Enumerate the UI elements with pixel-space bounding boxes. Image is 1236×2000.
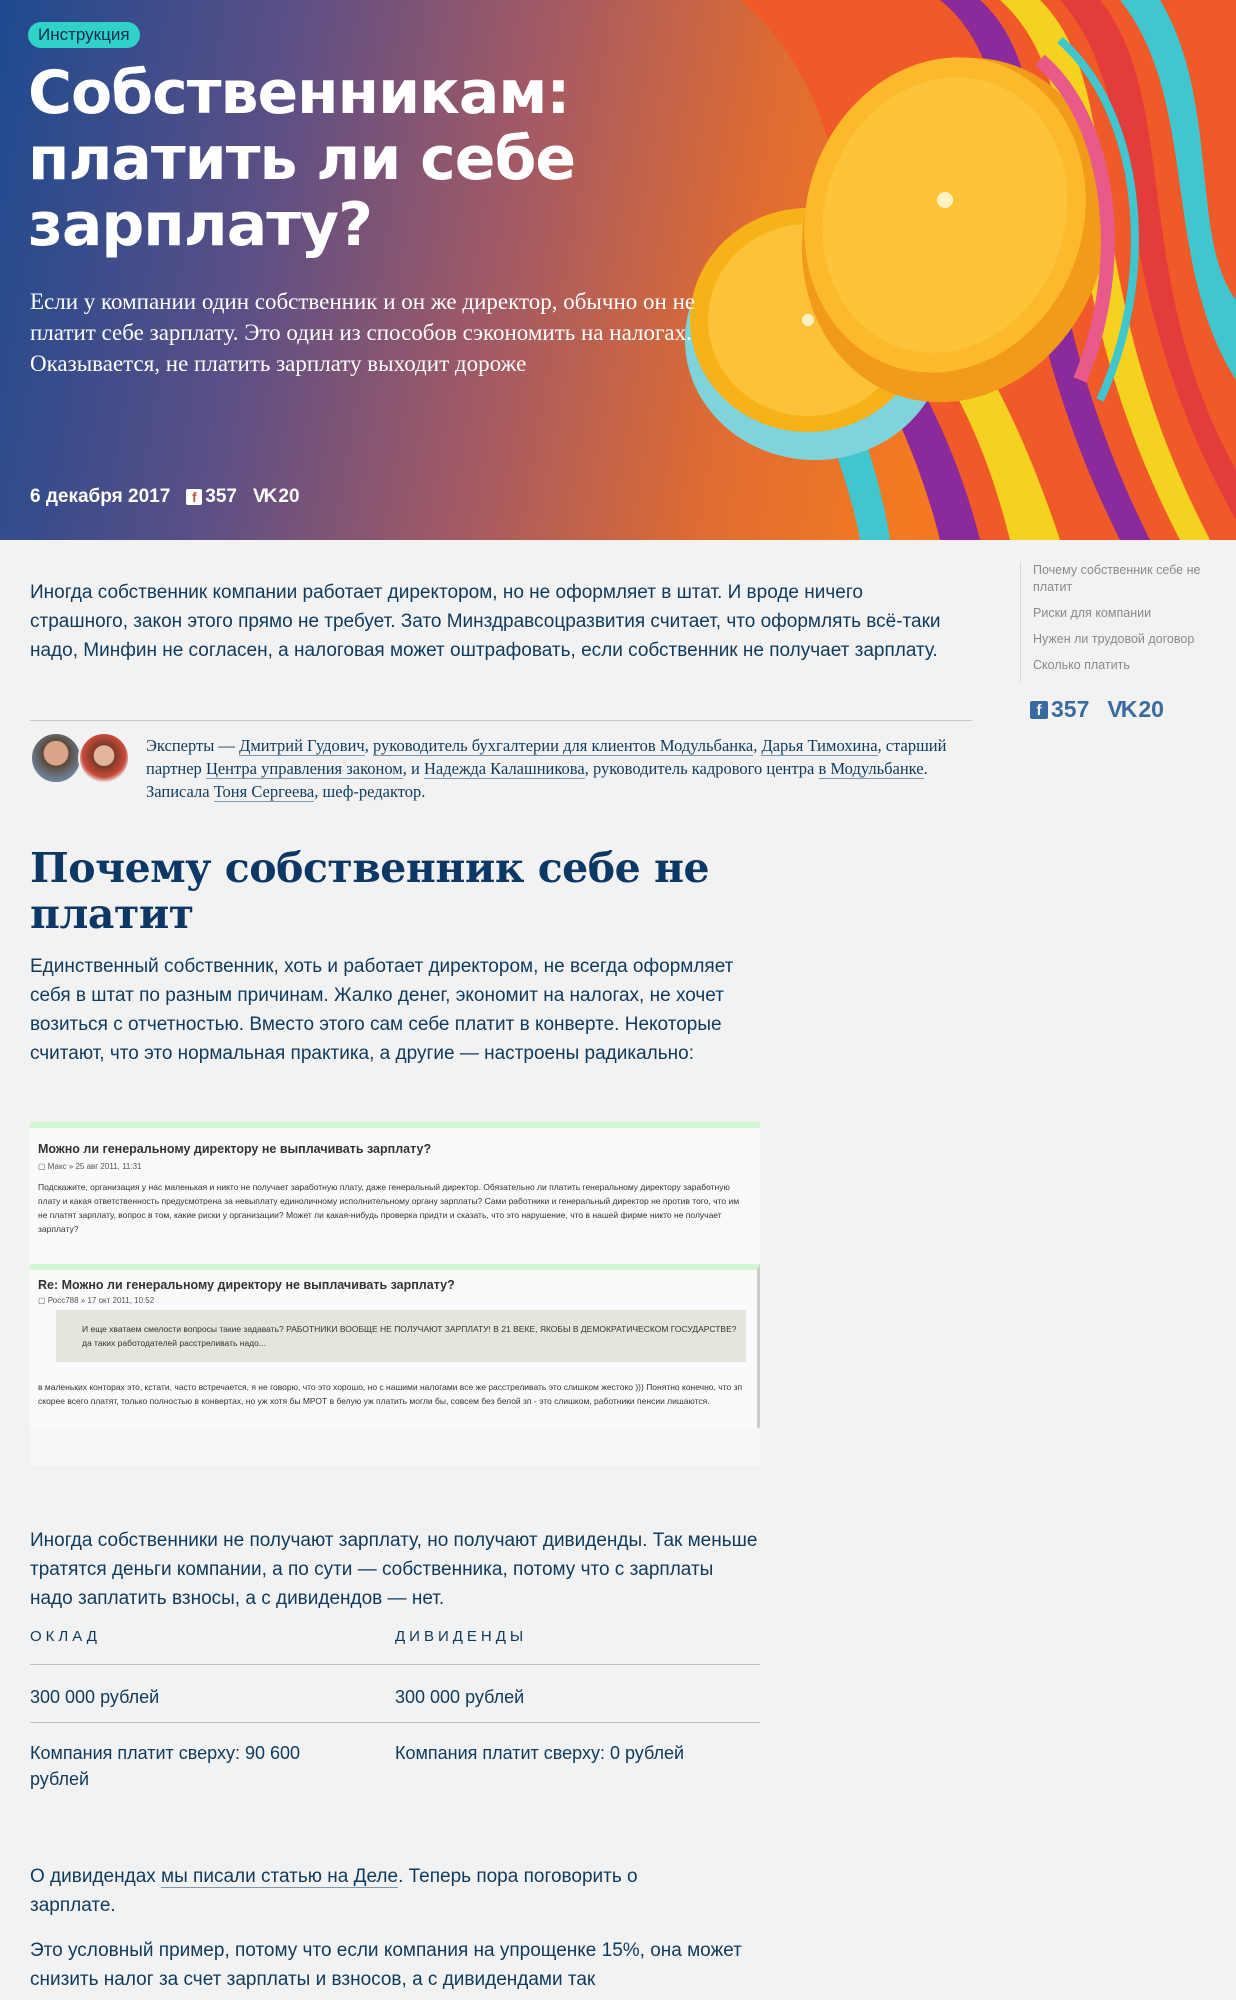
toc-item[interactable]: Нужен ли трудовой договор — [1033, 632, 1195, 646]
divider — [30, 720, 972, 721]
forum-screenshot — [30, 1122, 760, 1466]
expert-link[interactable]: руководитель бухгалтерии для клиентов Модульбанка — [372, 736, 754, 755]
forum-post-title: Re: Можно ли генеральному директору не выплачивать зарплату? — [38, 1278, 455, 1292]
forum-post-body: Подскажите, организация у нас маленькая и никто не получает заработную плату, даже генеральный директор. Обязательно ли платить генеральному директору заработную плату и какая ответственность предусмотрена за невыплату единоличному исполнительному органу зарплаты? Сами работники и генеральный директор не против того, что им не платят зарплату, вопрос в том, какие риски у организации? Может ли какая-нибудь проверка придти и сказать, что это нарушение, что в нашей фирме никто не получает зарплату? — [38, 1182, 740, 1234]
forum-post-meta: ▢ Макс » 25 авг 2011, 11:31 — [38, 1162, 142, 1171]
table-of-contents — [1020, 562, 1230, 683]
hero-banner — [0, 0, 1236, 540]
intro-paragraph: Иногда собственник компании работает директором, но не оформляет в штат. И вроде ничего страшного, закон этого прямо не требует. Зато Минздравсоцразвития считает, что оформлять всё-таки надо, Минфин не согласен, а налоговая может оштрафовать, если собственник не получает зарплату. — [30, 582, 941, 661]
forum-post-meta: ▢ Росс788 » 17 окт 2011, 10:52 — [38, 1296, 155, 1305]
facebook-icon: f — [1030, 701, 1048, 719]
table-header: ДИВИДЕНДЫ — [395, 1628, 528, 1645]
expert-link[interactable]: в Модульбанке — [818, 759, 924, 778]
expert-link[interactable]: Надежда Калашникова — [423, 759, 585, 778]
vk-share[interactable] — [1107, 696, 1164, 723]
paragraph-text: О дивидендах — [30, 1866, 162, 1887]
table-header: ОКЛАД — [30, 1628, 101, 1645]
credit-text: , и — [402, 759, 424, 778]
article-lead: Если у компании один собственник и он же директор, обычно он не платит себе зарплату. Это один из способов сэкономить на налогах. Оказывается, не платить зарплату выходит дороже — [30, 289, 696, 376]
section-paragraph: Иногда собственники не получают зарплату, но получают дивиденды. Так меньше тратятся деньги компании, а по сути — собственника, потому что с зарплаты надо заплатить взносы, а с дивидендов — нет. — [30, 1530, 758, 1609]
facebook-icon: f — [186, 489, 202, 505]
section-heading: Почему собственник себе не платит — [30, 844, 710, 938]
table-divider — [30, 1664, 760, 1665]
forum-post — [30, 1264, 760, 1428]
toc-item[interactable]: Риски для компании — [1033, 606, 1152, 620]
vk-icon: VK — [1107, 696, 1136, 722]
section-paragraph — [30, 1862, 710, 1920]
expert-link[interactable]: Центра управления законом — [205, 759, 403, 778]
credit-text: , руководитель кадрового центра — [584, 759, 819, 778]
section-paragraph: Единственный собственник, хоть и работает директором, не всегда оформляет себя в штат по разным причинам. Жалко денег, экономит на налогах, не хочет возиться с отчетностью. Вместо этого сам себе платит в конверте. Некоторые считают, что это нормальная практика, а другие — настроены радикально: — [30, 956, 734, 1064]
publish-date: 6 декабря 2017 — [30, 486, 171, 507]
credit-text: Эксперты — — [146, 736, 240, 755]
facebook-share[interactable] — [186, 486, 237, 508]
article-meta — [30, 486, 300, 508]
credit-text: , — [753, 736, 762, 755]
expert-link[interactable]: Тоня Сергеева — [213, 782, 315, 801]
facebook-count: 357 — [1051, 696, 1090, 722]
vk-count: 20 — [1138, 696, 1164, 722]
table-cell: 300 000 рублей — [30, 1687, 160, 1707]
forum-post-body: в маленьких конторах это, кстати, часто встречается, я не говорю, что это хорошо, но с нашими налогами все же расстреливать это слишком жестоко ))) Понятно конечно, что зп скорее всего платят, только полностью в конвертах, но уж хотя бы МРОТ в белую уж платить могли бы, совсем без белой зп - это слишком, работники пенсии лишаются. — [38, 1382, 743, 1406]
table-cell: 300 000 рублей — [395, 1687, 525, 1707]
credit-text: , старший партнер — [146, 736, 947, 778]
credit-text: , шеф-редактор. — [314, 782, 426, 801]
credit-text: . Записала — [146, 759, 928, 801]
table-cell: Компания платит сверху: 90 600 рублей — [30, 1743, 301, 1789]
experts-credit — [146, 734, 956, 803]
forum-post-title: Можно ли генеральному директору не выплачивать зарплату? — [38, 1142, 432, 1156]
expert-link[interactable]: Дарья Тимохина — [761, 736, 878, 755]
vk-count: 20 — [278, 486, 300, 507]
category-tag[interactable]: Инструкция — [28, 22, 140, 48]
forum-post — [30, 1122, 760, 1268]
vk-icon: VK — [252, 486, 276, 507]
orange-illustration — [680, 0, 1236, 540]
toc-item[interactable]: Сколько платить — [1033, 658, 1130, 672]
vk-share[interactable] — [253, 486, 300, 508]
toc-item[interactable]: Почему собственник себе не платит — [1033, 563, 1201, 594]
credit-text: , — [364, 736, 373, 755]
table-divider — [30, 1722, 760, 1723]
avatar — [30, 732, 82, 784]
sidebar-share — [1030, 696, 1164, 723]
paragraph-text: . Теперь пора поговорить о зарплате. — [30, 1866, 638, 1916]
facebook-count: 357 — [205, 486, 237, 507]
table-cell: Компания платит сверху: 0 рублей — [395, 1743, 685, 1763]
facebook-share[interactable] — [1030, 696, 1089, 723]
expert-link[interactable]: Дмитрий Гудович — [239, 736, 365, 755]
forum-quote: И еще хватаем смелости вопросы такие задавать? РАБОТНИКИ ВООБЩЕ НЕ ПОЛУЧАЮТ ЗАРПЛАТУ! В 21 ВЕКЕ, ЯКОБЫ В ДЕМОКРАТИЧЕСКОМ ГОСУДАРСТВЕ? да таких работодателей расстреливать надо... — [56, 1310, 746, 1362]
avatar — [78, 732, 130, 784]
page-title: Собственникам: платить ли себе зарплату? — [28, 58, 576, 260]
section-paragraph: Это условный пример, потому что если компания на упрощенке 15%, она может снизить налог за счет зарплаты и взносов, а с дивидендами так — [30, 1940, 742, 1990]
article-link[interactable]: мы писали статью на Деле — [161, 1866, 399, 1887]
